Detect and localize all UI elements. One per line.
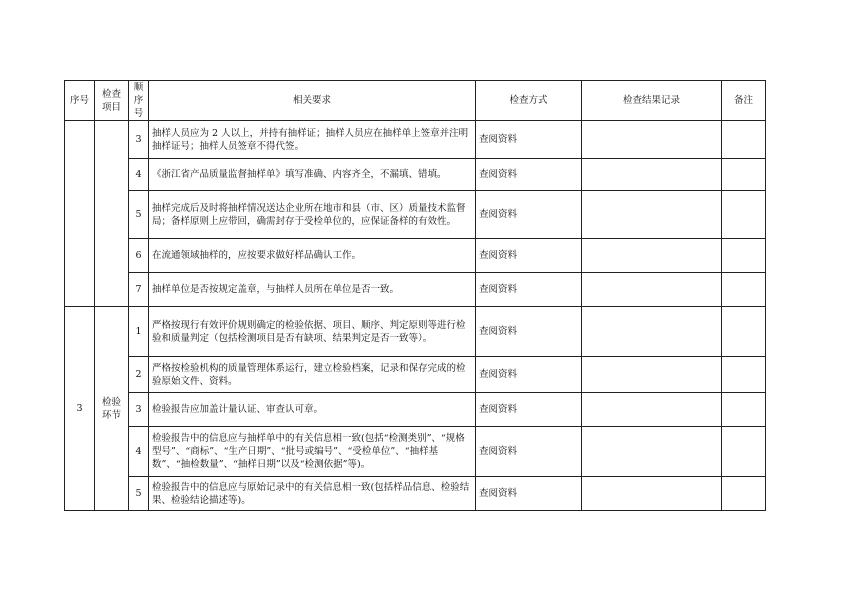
remark-cell[interactable] — [722, 393, 766, 427]
requirement-cell: 抽样人员应为 2 人以上，并持有抽样证；抽样人员应在抽样单上签章并注明抽样证号；抽样人员签章不得代签。 — [149, 121, 476, 159]
requirement-cell: 在流通领域抽样的，应按要求做好样品确认工作。 — [149, 239, 476, 273]
header-row — [65, 81, 766, 121]
result-cell[interactable] — [582, 357, 722, 393]
remark-cell[interactable] — [722, 273, 766, 307]
table-row — [65, 239, 766, 273]
header-method: 检查方式 — [476, 81, 582, 121]
order-cell: 4 — [129, 159, 149, 191]
method-cell: 查阅资料 — [476, 307, 582, 357]
header-requirement: 相关要求 — [149, 81, 476, 121]
method-cell: 查阅资料 — [476, 477, 582, 511]
method-cell: 查阅资料 — [476, 273, 582, 307]
method-cell: 查阅资料 — [476, 393, 582, 427]
header-order: 顺序号 — [129, 81, 149, 121]
result-cell[interactable] — [582, 191, 722, 239]
inspection-table — [64, 80, 766, 511]
order-cell: 4 — [129, 427, 149, 477]
method-cell: 查阅资料 — [476, 191, 582, 239]
table-row — [65, 159, 766, 191]
order-cell: 3 — [129, 393, 149, 427]
remark-cell[interactable] — [722, 357, 766, 393]
remark-cell[interactable] — [722, 191, 766, 239]
table-row — [65, 427, 766, 477]
table-row — [65, 307, 766, 357]
table-row — [65, 393, 766, 427]
item-cell-empty — [95, 121, 129, 307]
result-cell[interactable] — [582, 239, 722, 273]
result-cell[interactable] — [582, 393, 722, 427]
order-cell: 3 — [129, 121, 149, 159]
remark-cell[interactable] — [722, 159, 766, 191]
header-seq: 序号 — [65, 81, 95, 121]
item-cell: 检验环节 — [95, 307, 129, 511]
requirement-cell: 检验报告应加盖计量认证、审查认可章。 — [149, 393, 476, 427]
requirement-cell: 严格按现行有效评价规则确定的检验依据、项目、顺序、判定原则等进行检验和质量判定（包括检测项目是否有缺项、结果判定是否一致等）。 — [149, 307, 476, 357]
order-cell: 7 — [129, 273, 149, 307]
table-row — [65, 191, 766, 239]
result-cell[interactable] — [582, 273, 722, 307]
table-row — [65, 477, 766, 511]
method-cell: 查阅资料 — [476, 357, 582, 393]
method-cell: 查阅资料 — [476, 239, 582, 273]
header-result: 检查结果记录 — [582, 81, 722, 121]
seq-cell: 3 — [65, 307, 95, 511]
requirement-cell: 检验报告中的信息应与抽样单中的有关信息相一致(包括“检测类别”、“规格型号”、“商标”、“生产日期”、“批号或编号”、“受检单位”、“抽样基数”、“抽检数量”、“抽样日期”以及“检测依据”等)。 — [149, 427, 476, 477]
table-row — [65, 357, 766, 393]
remark-cell[interactable] — [722, 477, 766, 511]
requirement-cell: 抽样完成后及时将抽样情况送达企业所在地市和县（市、区）质量技术监督局；备样原则上应带回，确需封存于受检单位的，应保证备样的有效性。 — [149, 191, 476, 239]
seq-cell-empty — [65, 121, 95, 307]
result-cell[interactable] — [582, 477, 722, 511]
remark-cell[interactable] — [722, 427, 766, 477]
method-cell: 查阅资料 — [476, 121, 582, 159]
table-row — [65, 273, 766, 307]
method-cell: 查阅资料 — [476, 427, 582, 477]
order-cell: 5 — [129, 477, 149, 511]
order-cell: 2 — [129, 357, 149, 393]
result-cell[interactable] — [582, 159, 722, 191]
result-cell[interactable] — [582, 121, 722, 159]
order-cell: 1 — [129, 307, 149, 357]
method-cell: 查阅资料 — [476, 159, 582, 191]
table-row — [65, 121, 766, 159]
result-cell[interactable] — [582, 427, 722, 477]
requirement-cell: 检验报告中的信息应与原始记录中的有关信息相一致(包括样品信息、检验结果、检验结论描述等)。 — [149, 477, 476, 511]
header-remark: 备注 — [722, 81, 766, 121]
remark-cell[interactable] — [722, 307, 766, 357]
result-cell[interactable] — [582, 307, 722, 357]
order-cell: 5 — [129, 191, 149, 239]
requirement-cell: 《浙江省产品质量监督抽样单》填写准确、内容齐全，不漏填、错填。 — [149, 159, 476, 191]
remark-cell[interactable] — [722, 239, 766, 273]
remark-cell[interactable] — [722, 121, 766, 159]
requirement-cell: 严格按检验机构的质量管理体系运行，建立检验档案，记录和保存完成的检验原始文件、资料。 — [149, 357, 476, 393]
header-item: 检查项目 — [95, 81, 129, 121]
order-cell: 6 — [129, 239, 149, 273]
requirement-cell: 抽样单位是否按规定盖章，与抽样人员所在单位是否一致。 — [149, 273, 476, 307]
